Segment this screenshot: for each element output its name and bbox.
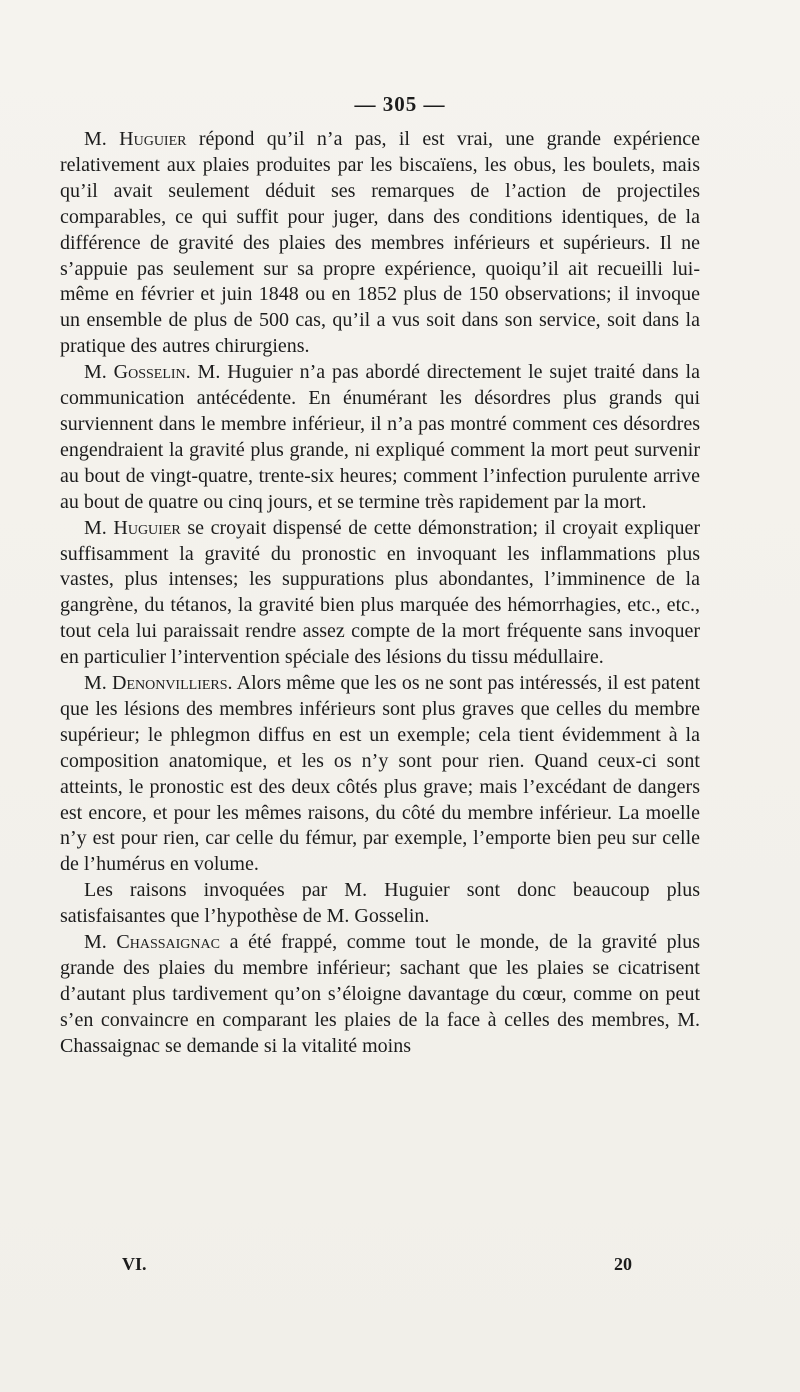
paragraph-huguier-reply	[60, 127, 700, 360]
speaker-name: M. Huguier	[84, 516, 181, 539]
paragraph-chassaignac	[60, 930, 700, 1060]
paragraph-text: se croyait dispensé de cette démonstration; il croyait expliquer suffisamment la gravité du pronostic en invoquant les inflammations plus vastes, plus intenses; les suppurations plus abondantes, l’imminence de la gangrène, du tétanos, la gravité bien plus marquée des hémorrhagies, etc., etc., tout cela lui paraissait rendre assez compte de la mort fréquente sans invoquer en particulier l’intervention spéciale des lésions du tissu médullaire.	[60, 516, 700, 669]
page-footer	[0, 1254, 800, 1280]
speaker-name: M. Denonvilliers.	[84, 672, 233, 695]
speaker-name: M. Huguier	[84, 128, 187, 150]
body-text	[60, 127, 700, 1060]
paragraph-huguier-second	[60, 516, 700, 671]
paragraph-conclusion	[60, 878, 700, 930]
paragraph-text: répond qu’il n’a pas, il est vrai, une grande expérience relativement aux plaies produites par les biscaïens, les obus, les boulets, mais qu’il avait seulement déduit ses remarques de l’action de projectiles comparables, ce qui suffit pour juger, dans des conditions identiques, de la différence de gravité des plaies des membres inférieurs et supérieurs. Il ne s’appuie pas seulement sur sa propre expérience, quoiqu’il ait recueilli lui-même en février et juin 1848 ou en 1852 plus de 150 observations; il invoque un ensemble de plus de 500 cas, qu’il a vus soit dans son service, soit dans la pratique des autres chirurgiens.	[60, 128, 701, 358]
speaker-name: M. Gosselin.	[84, 361, 191, 384]
paragraph-text: Les raisons invoquées par M. Huguier sont donc beaucoup plus satisfaisantes que l’hypothèse de M. Gosselin.	[60, 879, 700, 928]
paragraph-text: M. Huguier n’a pas abordé directement le sujet traité dans la communication antécédente. En énumérant les désordres plus grands qui surviennent dans le membre inférieur, il n’a pas montré comment ces désordres engendraient la gravité plus grande, ni expliqué comment la mort peut survenir au bout de vingt-quatre, trente-six heures; comment l’infection purulente arrive au bout de quatre ou cinq jours, et se termine très rapidement par la mort.	[60, 361, 700, 513]
speaker-name: M. Chassaignac	[84, 931, 220, 954]
paragraph-text: a été frappé, comme tout le monde, de la gravité plus grande des plaies du membre inférieur; sachant que les plaies se cicatrisent d’autant plus tardivement qu’on s’éloigne davantage du cœur, comme on peut s’en convaincre en comparant les plaies de la face à celles des membres, M. Chassaignac se demande si la vitalité moins	[60, 931, 701, 1057]
paragraph-denonvilliers	[60, 671, 700, 878]
folio-number: 20	[614, 1254, 632, 1274]
signature-mark: VI.	[122, 1254, 147, 1274]
page-number: — 305 —	[354, 92, 446, 116]
paragraph-gosselin	[60, 360, 700, 515]
paragraph-text: Alors même que les os ne sont pas intéressés, il est patent que les lésions des membres inférieurs sont plus graves que celles du membre supérieur; le phlegmon diffus en est un exemple; cela tient évidemment à la composition anatomique, et les os n’y sont pour rien. Quand ceux-ci sont atteints, le pronostic est des deux côtés plus grave; mais l’excédant de dangers est encore, et pour les mêmes raisons, du côté du membre inférieur. La moelle n’y est pour rien, car celle du fémur, par exemple, l’emporte bien peu sur celle de l’humérus en volume.	[60, 672, 700, 876]
